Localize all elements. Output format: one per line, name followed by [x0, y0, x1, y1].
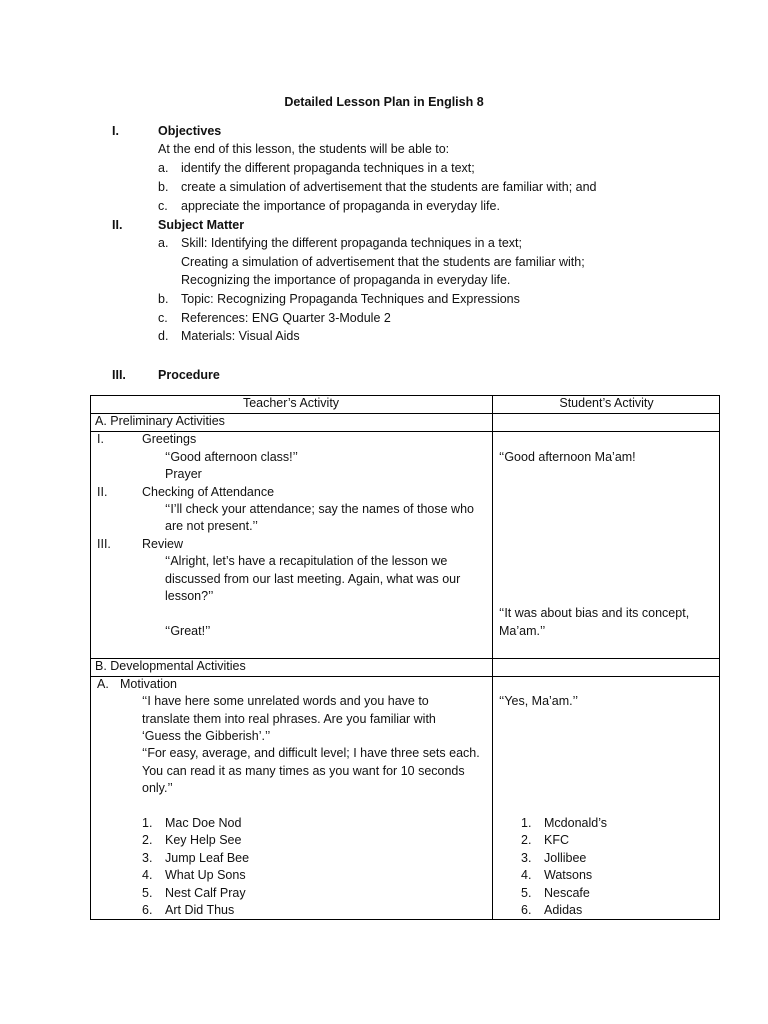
column-header-teacher: Teacher’s Activity: [242, 396, 340, 410]
list-item: Mac Doe Nod: [165, 816, 242, 830]
objective-letter: a.: [158, 161, 169, 175]
list-item: Nest Calf Pray: [165, 886, 246, 900]
section-number-procedure: III.: [112, 368, 126, 382]
section-number-subject: II.: [112, 218, 123, 232]
subject-text: Materials: Visual Aids: [181, 329, 300, 343]
section-heading-procedure: Procedure: [158, 368, 220, 382]
teacher-line-prayer: Prayer: [165, 467, 202, 481]
list-item: What Up Sons: [165, 868, 246, 882]
section-label-developmental: B. Developmental Activities: [95, 659, 246, 673]
answer-item: Watsons: [544, 868, 593, 882]
teacher-line: discussed from our last meeting. Again, what was our: [165, 572, 461, 586]
list-item-number: 6.: [142, 903, 153, 917]
answer-number: 3.: [521, 851, 532, 865]
activity-number: I.: [97, 432, 104, 446]
activity-title-motivation: Motivation: [120, 677, 177, 691]
answer-number: 6.: [521, 903, 532, 917]
subject-text: Topic: Recognizing Propaganda Techniques and Expressions: [181, 292, 520, 306]
teacher-line: lesson?’’: [165, 589, 214, 603]
objective-text: identify the different propaganda techniques in a text;: [181, 161, 475, 175]
answer-item: Mcdonald’s: [544, 816, 608, 830]
list-item: Art Did Thus: [165, 903, 235, 917]
subject-skill-line: Creating a simulation of advertisement that the students are familiar with;: [181, 255, 585, 269]
list-item-number: 3.: [142, 851, 153, 865]
teacher-line: ‘‘I’ll check your attendance; say the names of those who: [165, 502, 474, 516]
student-line: ‘‘Good afternoon Ma’am!: [499, 450, 636, 464]
activity-number: III.: [97, 537, 111, 551]
student-line: ‘‘Yes, Ma’am.’’: [499, 694, 578, 708]
answer-number: 4.: [521, 868, 532, 882]
activity-title-greetings: Greetings: [142, 432, 197, 446]
student-line: ‘‘It was about bias and its concept,: [499, 606, 690, 620]
section-heading-objectives: Objectives: [158, 124, 222, 138]
teacher-line: ‘‘Good afternoon class!’’: [165, 450, 298, 464]
answer-number: 2.: [521, 833, 532, 847]
section-number-objectives: I.: [112, 124, 119, 138]
teacher-line: ‘Guess the Gibberish’.’’: [142, 729, 271, 743]
teacher-line: You can read it as many times as you want for 10 seconds: [142, 764, 465, 778]
answer-item: Adidas: [544, 903, 583, 917]
list-item-number: 1.: [142, 816, 153, 830]
subject-text: References: ENG Quarter 3-Module 2: [181, 311, 391, 325]
teacher-line: ‘‘Great!’’: [165, 624, 211, 638]
list-item: Key Help See: [165, 833, 242, 847]
page-title: Detailed Lesson Plan in English 8: [284, 95, 484, 109]
procedure-table: [90, 395, 720, 920]
subject-letter: c.: [158, 311, 168, 325]
answer-item: KFC: [544, 833, 569, 847]
activity-number: II.: [97, 485, 108, 499]
subject-letter: d.: [158, 329, 169, 343]
subject-letter: b.: [158, 292, 169, 306]
subject-skill-line: Skill: Identifying the different propaganda techniques in a text;: [181, 236, 522, 250]
teacher-line: ‘‘For easy, average, and difficult level; I have three sets each.: [142, 746, 480, 760]
objective-text: appreciate the importance of propaganda in everyday life.: [181, 199, 500, 213]
section-label-preliminary: A. Preliminary Activities: [95, 414, 225, 428]
activity-title-review: Review: [142, 537, 183, 551]
teacher-line: are not present.’’: [165, 519, 258, 533]
objective-letter: b.: [158, 180, 169, 194]
column-header-student: Student’s Activity: [559, 396, 654, 410]
activity-letter: A.: [97, 677, 109, 691]
teacher-line: only.’’: [142, 781, 173, 795]
answer-number: 5.: [521, 886, 532, 900]
subject-letter: a.: [158, 236, 169, 250]
teacher-line: translate them into real phrases. Are you familiar with: [142, 712, 436, 726]
objective-text: create a simulation of advertisement that the students are familiar with; and: [181, 180, 597, 194]
answer-item: Jollibee: [544, 851, 587, 865]
answer-number: 1.: [521, 816, 532, 830]
teacher-line: ‘‘Alright, let’s have a recapitulation of the lesson we: [165, 554, 448, 568]
list-item-number: 2.: [142, 833, 153, 847]
objectives-intro: At the end of this lesson, the students will be able to:: [158, 142, 450, 156]
section-heading-subject: Subject Matter: [158, 218, 245, 232]
subject-skill-line: Recognizing the importance of propaganda in everyday life.: [181, 273, 511, 287]
list-item-number: 4.: [142, 868, 153, 882]
list-item: Jump Leaf Bee: [165, 851, 250, 865]
table-row-divider: [90, 676, 720, 677]
activity-title-attendance: Checking of Attendance: [142, 485, 275, 499]
objective-letter: c.: [158, 199, 168, 213]
student-line: Ma’am.’’: [499, 624, 546, 638]
list-item-number: 5.: [142, 886, 153, 900]
answer-item: Nescafe: [544, 886, 590, 900]
teacher-line: ‘‘I have here some unrelated words and you have to: [142, 694, 429, 708]
